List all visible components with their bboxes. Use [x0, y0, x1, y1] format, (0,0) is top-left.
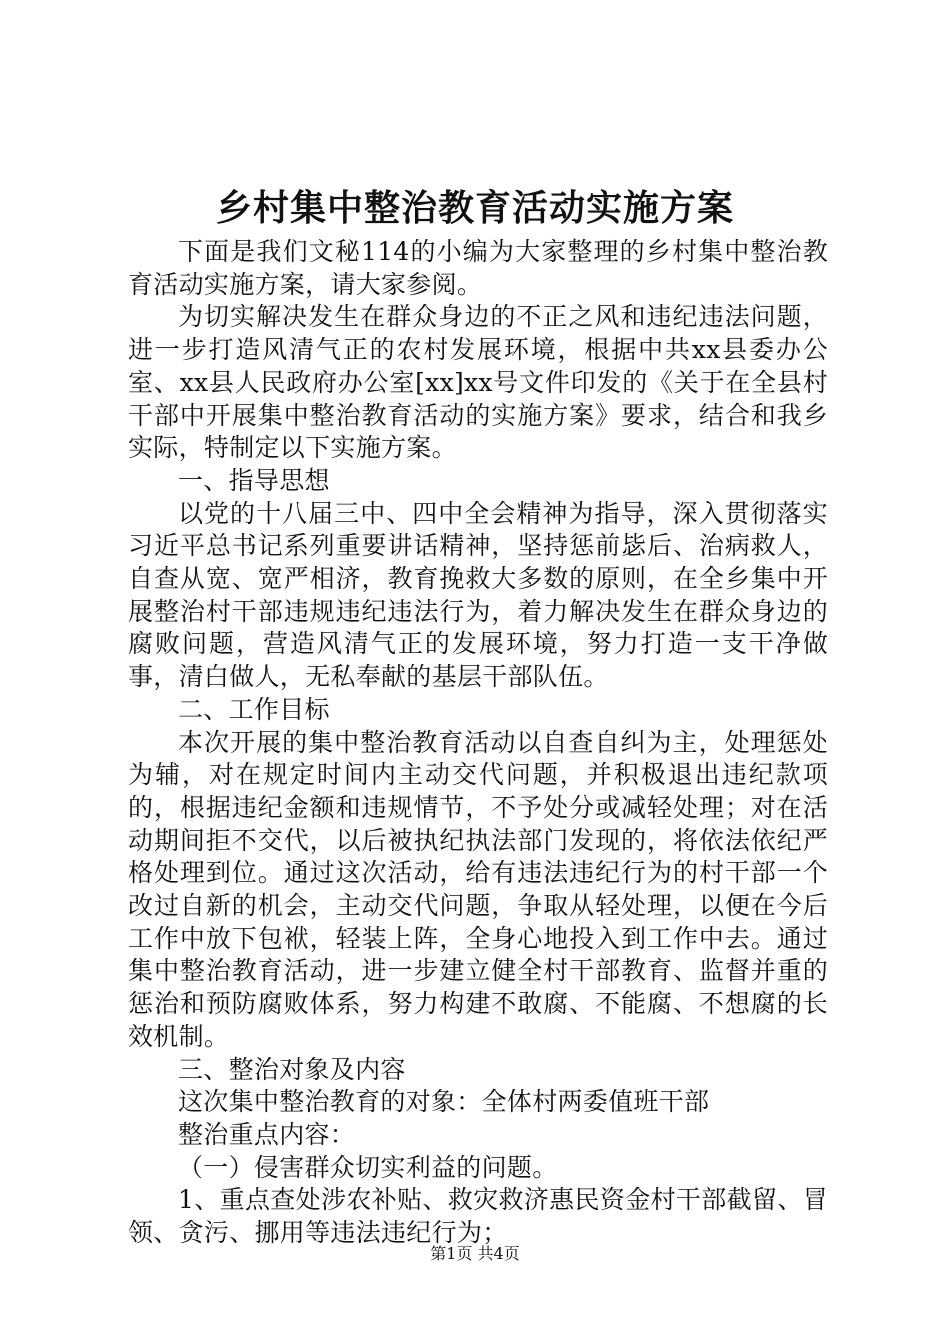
paragraph-purpose: 为切实解决发生在群众身边的不正之风和违纪违法问题，进一步打造风清气正的农村发展环境，根据中共xx县委办公室、xx县人民政府办公室[xx]xx号文件印发的《关于在全县村干部中开展集中整治教育活动的实施方案》要求，结合和我乡实际，特制定以下实施方案。	[128, 302, 828, 463]
section-heading-targets-content: 三、整治对象及内容	[178, 1054, 406, 1084]
section-heading-work-goals: 二、工作目标	[178, 694, 330, 724]
paragraph-intro: 下面是我们文秘114的小编为大家整理的乡村集中整治教育活动实施方案，请大家参阅。	[128, 237, 828, 299]
paragraph-work-goals: 本次开展的集中整治教育活动以自查自纠为主，处理惩处为辅，对在规定时间内主动交代问题，并积极退出违纪款项的，根据违纪金额和违规情节，不予处分或减轻处理；对在活动期间拒不交代，以后被执纪执法部门发现的，将依法依纪严格处理到位。通过这次活动，给有违法违纪行为的村干部一个改过自新的机会，主动交代问题，争取从轻处理，以便在今后工作中放下包袱，轻装上阵，全身心地投入到工作中去。通过集中整治教育活动，进一步建立健全村干部教育、监督并重的惩治和预防腐败体系，努力构建不敢腐、不能腐、不想腐的长效机制。	[128, 727, 828, 1051]
subsection-heading-1: （一）侵害群众切实利益的问题。	[178, 1152, 558, 1182]
section-heading-guiding-ideology: 一、指导思想	[178, 465, 330, 495]
document-title: 乡村集中整治教育活动实施方案	[215, 187, 734, 229]
paragraph-guiding-ideology: 以党的十八届三中、四中全会精神为指导，深入贯彻落实习近平总书记系列重要讲话精神，坚持惩前毖后、治病救人，自查从宽、宽严相济，教育挽救大多数的原则，在全乡集中开展整治村干部违规违纪违法行为，着力解决发生在群众身边的腐败问题，营造风清气正的发展环境，努力打造一支干净做事，清白做人，无私奉献的基层干部队伍。	[128, 498, 828, 692]
paragraph-key-content: 整治重点内容：	[178, 1119, 356, 1149]
document-body	[128, 236, 828, 1250]
paragraph-targets: 这次集中整治教育的对象：全体村两委值班干部	[178, 1087, 710, 1117]
list-item-1: 1、重点查处涉农补贴、救灾救济惠民资金村干部截留、冒领、贪污、挪用等违法违纪行为；	[128, 1185, 828, 1248]
page-footer: 第1页 共4页	[430, 1244, 520, 1263]
